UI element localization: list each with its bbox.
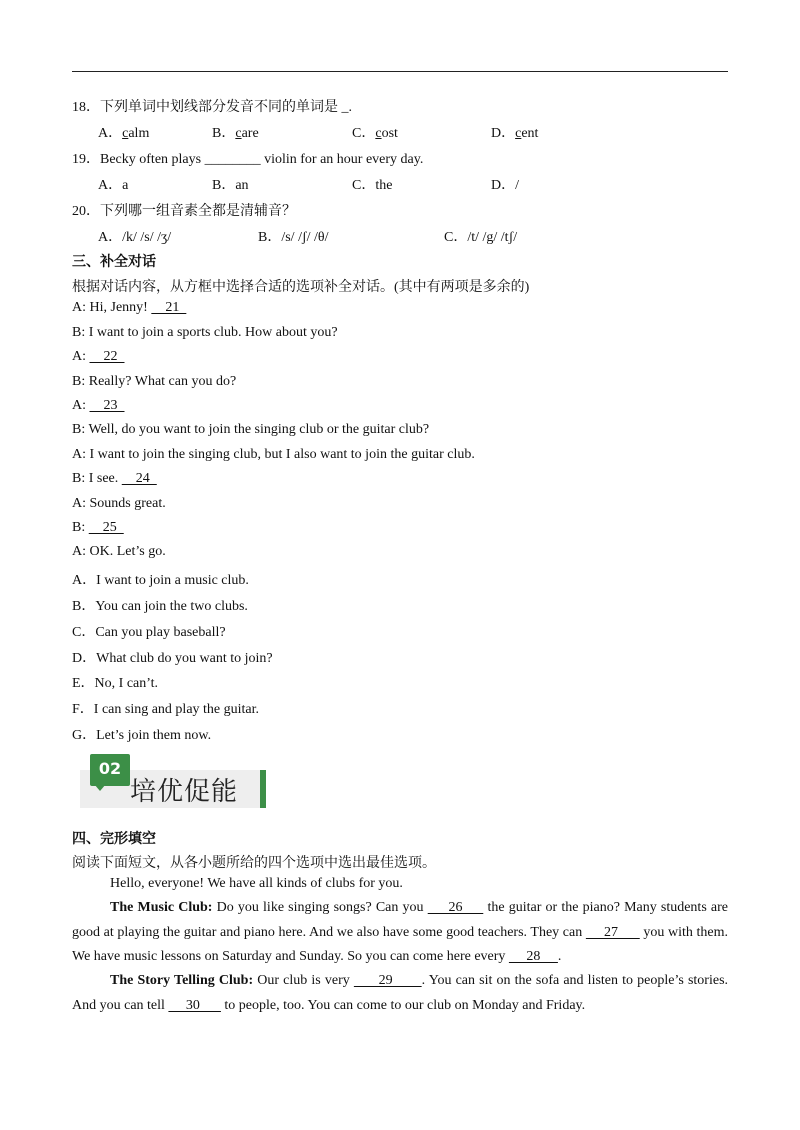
section-4-instruction: 阅读下面短文，从各小题所给的四个选项中选出最佳选项。 bbox=[72, 856, 436, 871]
q18-option-d[interactable] bbox=[491, 122, 538, 142]
q19-option-d[interactable]: D．/ bbox=[491, 178, 519, 193]
underlined-letter: c bbox=[122, 126, 129, 141]
question-19-stem: 19．Becky often plays ________ violin for an hour every day. bbox=[72, 152, 424, 167]
choice-f[interactable]: F．I can sing and play the guitar. bbox=[72, 702, 260, 717]
option-label: C． bbox=[352, 126, 376, 141]
dialogue-line: B: 25 bbox=[72, 520, 124, 535]
choice-c[interactable]: C．Can you play baseball? bbox=[72, 625, 226, 640]
option-rest: are bbox=[241, 126, 259, 141]
badge-accent-bar bbox=[260, 770, 266, 808]
blank-24[interactable]: 24 bbox=[121, 471, 157, 486]
dialogue-line: A: Sounds great. bbox=[72, 496, 166, 511]
section-4-heading: 四、完形填空 bbox=[72, 832, 156, 847]
dialogue-line: B: I want to join a sports club. How about you? bbox=[72, 325, 338, 340]
option-label: D． bbox=[491, 126, 516, 141]
choice-e[interactable]: E．No, I can’t. bbox=[72, 676, 159, 691]
blank-26[interactable]: 26 bbox=[427, 900, 484, 915]
option-rest: alm bbox=[128, 126, 150, 141]
section-3-instruction: 根据对话内容，从方框中选择合适的选项补全对话。(其中有两项是多余的) bbox=[72, 280, 530, 295]
q19-option-c[interactable]: C．the bbox=[352, 178, 393, 193]
dialogue-line: A: 22 bbox=[72, 349, 125, 364]
question-18-stem: 18．下列单词中划线部分发音不同的单词是 _. bbox=[72, 100, 352, 115]
choice-g[interactable]: G．Let’s join them now. bbox=[72, 728, 212, 743]
underlined-letter: c bbox=[235, 126, 242, 141]
choice-b[interactable]: B．You can join the two clubs. bbox=[72, 599, 248, 614]
question-20-stem: 20．下列哪一组音素全都是清辅音？ bbox=[72, 204, 296, 219]
section-3-heading: 三、补全对话 bbox=[72, 255, 156, 270]
option-rest: ent bbox=[521, 126, 539, 141]
option-label: B． bbox=[212, 126, 236, 141]
passage-intro: Hello, everyone! We have all kinds of clubs for you. bbox=[110, 876, 403, 891]
passage-story-club: The Story Telling Club: Our club is very 29 . You can sit on the sofa and listen to people’s stories. And you can tell 30 to people, too. You can come to our club on Monday and Friday. bbox=[72, 973, 729, 1013]
header-rule bbox=[72, 71, 728, 72]
dialogue-line: A: I want to join the singing club, but I also want to join the guitar club. bbox=[72, 447, 475, 462]
blank-25[interactable]: 25 bbox=[88, 520, 124, 535]
club-name: The Music Club: bbox=[110, 900, 213, 915]
club-name: The Story Telling Club: bbox=[110, 973, 254, 988]
dialogue-line: A: OK. Let’s go. bbox=[72, 544, 166, 559]
q20-option-b[interactable]: B．/s/ /ʃ/ /θ/ bbox=[258, 230, 329, 245]
option-label: A． bbox=[98, 126, 123, 141]
dialogue-line: B: Well, do you want to join the singing club or the guitar club? bbox=[72, 422, 430, 437]
choice-d[interactable]: D．What club do you want to join? bbox=[72, 651, 273, 666]
passage-music-club: The Music Club: Do you like singing songs? Can you 26 the guitar or the piano? Many students are good at playing the guitar and piano here. And we also have some good teachers. They can 27 you with them. We have music lessons on Saturday and Sunday. So you can come here every 28 . bbox=[72, 900, 729, 964]
q20-option-c[interactable]: C．/t/ /g/ /tʃ/ bbox=[444, 230, 518, 245]
blank-21[interactable]: 21 bbox=[151, 300, 187, 315]
badge-number: 02 bbox=[90, 754, 130, 786]
q19-option-a[interactable]: A．a bbox=[98, 178, 129, 193]
q18-option-b[interactable] bbox=[212, 122, 259, 142]
dialogue-line: A: 23 bbox=[72, 398, 125, 413]
blank-30[interactable]: 30 bbox=[168, 997, 221, 1013]
blank-29[interactable]: 29 bbox=[353, 973, 422, 988]
blank-23[interactable]: 23 bbox=[89, 398, 125, 413]
choice-a[interactable]: A．I want to join a music club. bbox=[72, 573, 249, 588]
underlined-letter: c bbox=[515, 126, 522, 141]
q18-option-c[interactable] bbox=[352, 122, 398, 142]
badge-title: 培优促能 bbox=[130, 777, 239, 807]
blank-22[interactable]: 22 bbox=[89, 349, 125, 364]
underlined-letter: c bbox=[375, 126, 382, 141]
dialogue-line: A: Hi, Jenny! 21 bbox=[72, 300, 187, 315]
dialogue-line: B: Really? What can you do? bbox=[72, 374, 237, 389]
option-rest: ost bbox=[381, 126, 398, 141]
q19-option-b[interactable]: B．an bbox=[212, 178, 249, 193]
q20-option-a[interactable]: A．/k/ /s/ /ʒ/ bbox=[98, 230, 172, 245]
q18-option-a[interactable] bbox=[98, 122, 149, 142]
blank-27[interactable]: 27 bbox=[585, 924, 640, 940]
dialogue-line: B: I see. 24 bbox=[72, 471, 157, 486]
badge-speech-tail bbox=[94, 784, 106, 791]
section-badge bbox=[80, 754, 270, 808]
blank-28[interactable]: 28 bbox=[508, 949, 558, 964]
